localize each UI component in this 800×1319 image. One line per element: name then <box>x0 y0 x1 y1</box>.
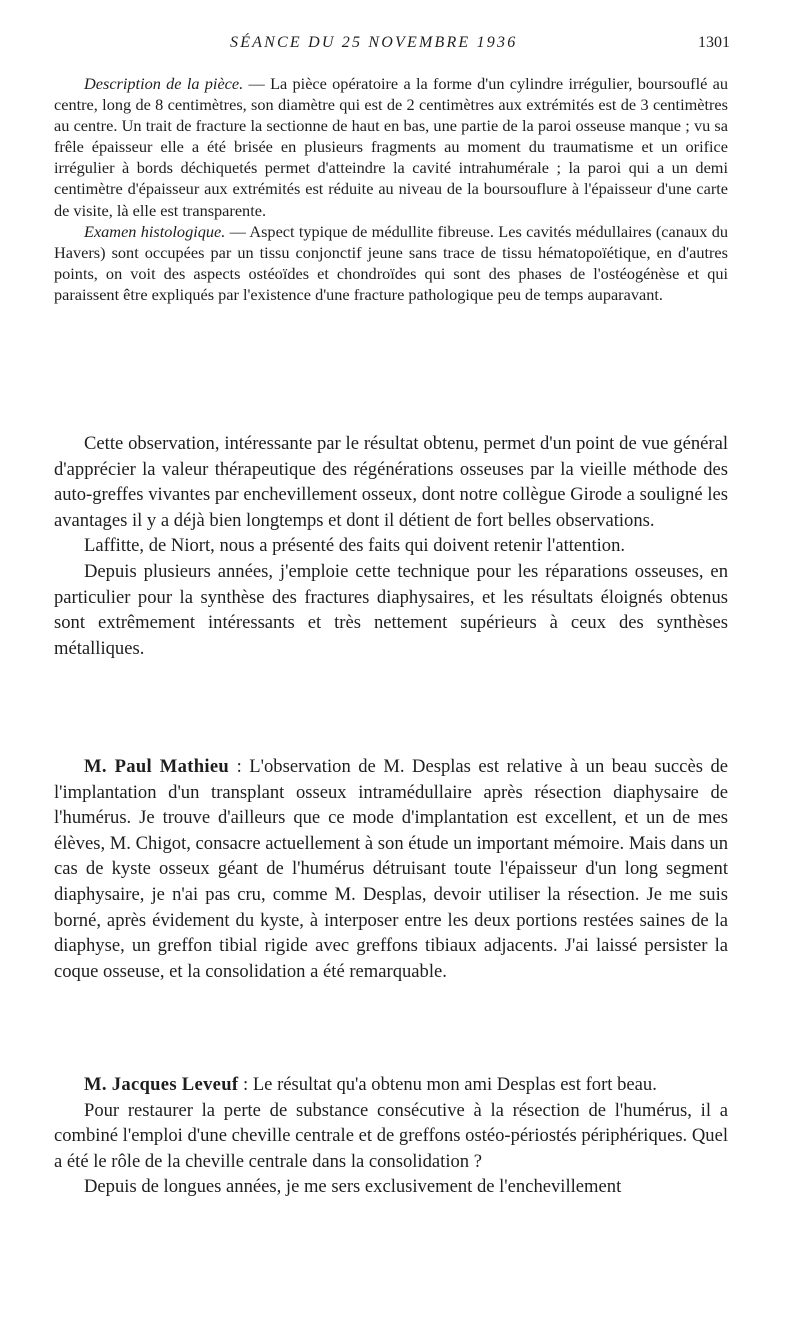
paragraph <box>54 754 728 984</box>
paragraph-lead: Description de la pièce. <box>84 74 244 93</box>
paragraph: Depuis plusieurs années, j'emploie cette technique pour les réparations osseuses, en particulier pour la synthèse des fractures diaphysaires, et les résultats éloignés obtenus sont extrêmement intéressants et très nettement supérieurs à ceux des synthèses métalliques. <box>54 560 728 659</box>
paragraph: Pour restaurer la perte de substance consécutive à la résection de l'humérus, il a combiné l'emploi d'une cheville centrale et de greffons ostéo-périostés périphériques. Quel a été le rôle de la cheville centrale dans la consolidation ? <box>54 1099 728 1172</box>
paragraph-text: : Le résultat qu'a obtenu mon ami Desplas est fort beau. <box>238 1074 657 1095</box>
paragraph <box>54 221 728 305</box>
paragraph: Depuis de longues années, je me sers exclusivement de l'enchevillement <box>84 1176 622 1198</box>
page-number: 1301 <box>698 34 730 51</box>
paragraph <box>54 73 728 221</box>
speaker-name: M. Paul Mathieu <box>84 756 230 777</box>
paragraph: Cette observation, intéressante par le résultat obtenu, permet d'un point de vue général d'apprécier la valeur thérapeutique des régénérations osseuses par la vieille méthode des auto-greffes vivantes par enchevillement osseux, dont notre collègue Girode a souligné les avantages il y a déjà bien longtemps et dont il détient de fort belles observations. <box>54 433 728 531</box>
running-title: SÉANCE DU 25 NOVEMBRE 1936 <box>230 34 518 51</box>
paragraph <box>54 1072 728 1098</box>
paragraph: Laffitte, de Niort, nous a présenté des faits qui doivent retenir l'attention. <box>84 535 626 557</box>
specimen-description-section <box>54 73 728 305</box>
paragraph-lead: Examen histologique. <box>84 221 226 241</box>
paragraph-text: — La pièce opératoire a la forme d'un cylindre irrégulier, boursouflé au centre, long de 8 centimètres, son diamètre qui est de 2 centimètres aux extrémités est de 3 centimètres au centre. Un trait de fracture la sectionne de haut en bas, une partie de la paroi osseuse manque ; vu sa frêle épaisseur elle a été brisée en plusieurs fragments au moment du traumatisme et un orifice irrégulier à bords déchiquetés permet d'atteindre la cavité intrahumérale ; la paroi qui a un demi centimètre d'épaisseur aux extrémités est réduite au niveau de la boursouflure à l'épaisseur d'une carte de visite, là elle est transparente. <box>54 74 729 220</box>
running-header <box>0 34 800 54</box>
leveuf-remarks-section <box>54 1072 728 1200</box>
speaker-name: M. Jacques Leveuf <box>84 1074 239 1095</box>
paragraph-text: : L'observation de M. Desplas est relative à un beau succès de l'implantation d'un transplant osseux intramédullaire après résection diaphysaire de l'humérus. Je trouve d'ailleurs que ce mode d'implantation est excellent, et un de mes élèves, M. Chigot, consacre actuellement à son étude un important mémoire. Mais dans un cas de kyste osseux géant de l'humérus détruisant toute l'épaisseur d'un long segment diaphysaire, je n'ai pas cru, comme M. Desplas, devoir utiliser la résection. Je me suis borné, après évidement du kyste, à interposer entre les deux portions restées saines de la diaphyse, un greffon tibial rigide avec greffons tibiaux adjacents. J'ai laissé persister la coque osseuse, et la consolidation a été remarquable. <box>54 756 729 982</box>
commentary-section <box>54 431 728 661</box>
paragraph-text: — Aspect typique de médullite fibreuse. Les cavités médullaires (canaux du Havers) sont occupées par un tissu conjonctif jeune sans trace de tissu hématopoïétique, en d'autres points, on voit des aspects ostéoïdes et chondroïdes qui sont des phases de l'ostéogénèse et qui paraissent être expliqués par l'existence d'une fracture pathologique peu de temps auparavant. <box>54 221 728 304</box>
mathieu-remarks-section <box>54 754 728 984</box>
